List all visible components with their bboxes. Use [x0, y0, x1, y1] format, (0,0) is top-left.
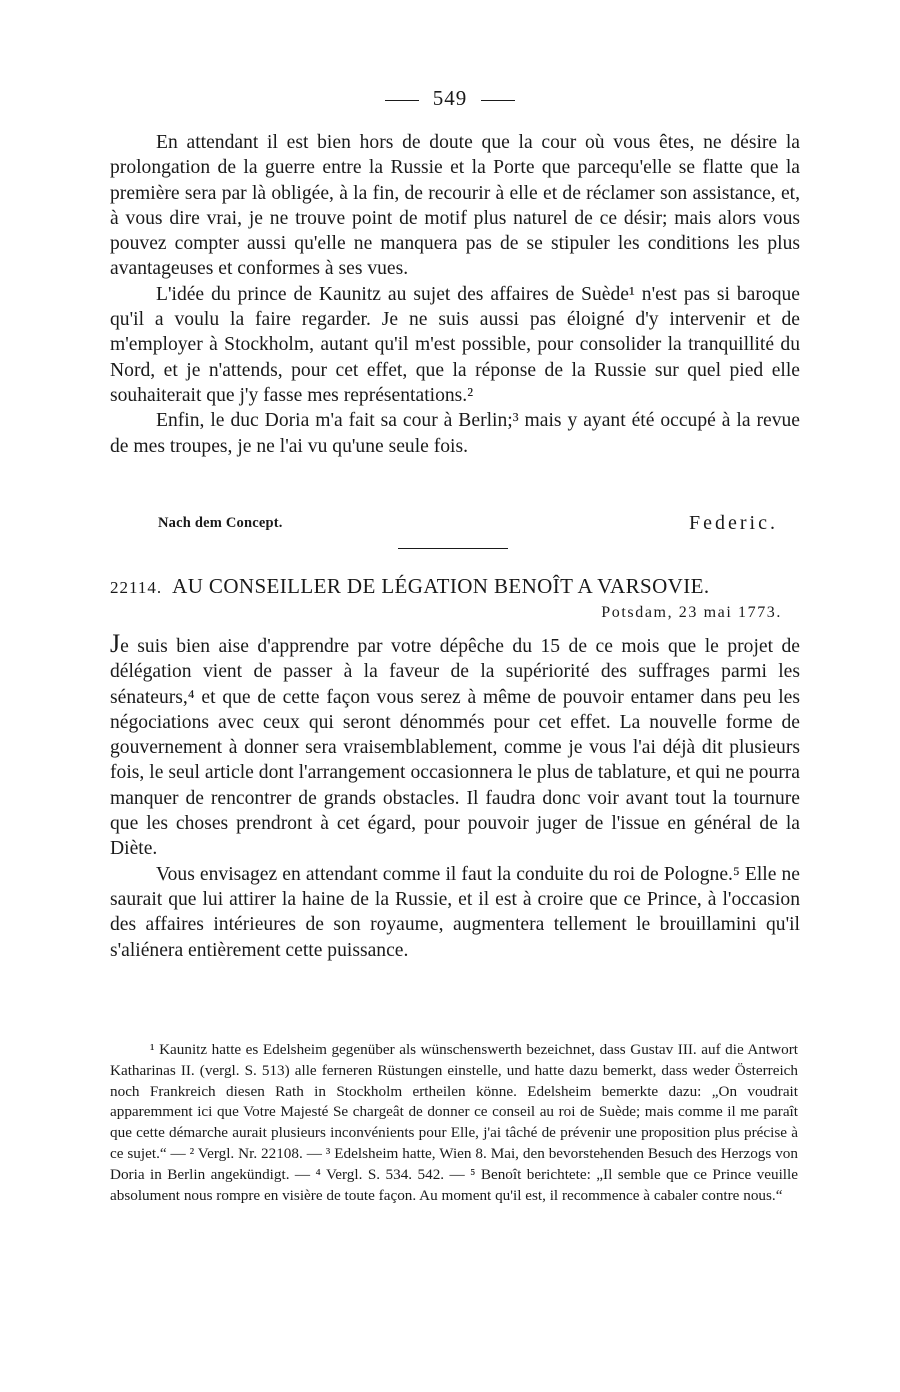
paragraph: Vous envisagez en attendant comme il faut la conduite du roi de Pologne.⁵ Elle ne saurait que lui attirer la haine de la Russie, et il est à croire que ce Prince, à l'occasion des affaires intérieures de son royaume, augmentera tellement le brouillamini qu'il s'aliénera entièrement cette puissance. [110, 863, 800, 961]
page-number [0, 86, 900, 111]
letter-body [110, 629, 800, 963]
letter-title: AU CONSEILLER DE LÉGATION BENOÎT A VARSOVIE. [172, 574, 710, 598]
page-number-text: 549 [432, 86, 468, 110]
signature: Federic. [689, 512, 778, 534]
previous-letter-body [110, 130, 800, 459]
paragraph: Enfin, le duc Doria m'a fait sa cour à Berlin;³ mais y ayant été occupé à la revue de mes troupes, je ne l'ai vu qu'une seule fois. [110, 410, 800, 457]
paragraph: En attendant il est bien hors de doute que la cour où vous êtes, ne désire la prolongation de la guerre entre la Russie et la Porte que parcequ'elle se flatte que la première sera par là obligée, à la fin, de recourir à elle et de réclamer son assistance, et, à vous dire vrai, je ne trouve point de motif plus naturel de ce désir; mais alors vous pouvez compter aussi qu'elle ne manquera pas de se stipuler les conditions les plus avantageuses et conformes à ses vues. [110, 132, 800, 280]
footnotes [110, 1040, 798, 1206]
paragraph-text: e suis bien aise d'apprendre par votre dépêche du 15 de ce mois que le projet de délégation vient de passer à la faveur de la supériorité des suffrages parmi les sénateurs,⁴ et que de cette façon vous serez à même de pouvoir entamer dans peu les négociations avec ceux qui seront dénommés pour cet effet. La nouvelle forme de gouvernement à donner sera vraisemblablement, comme je vous l'ai déjà dit plusieurs fois, le seul article dont l'arrangement occasionnera le plus de tablature, et qui ne pourra manquer de rencontrer de grands obstacles. Il faudra donc voir avant tout la tournure que les choses prendront à cet égard, pour pouvoir juger de l'issue en général de la Diète. [110, 636, 800, 860]
right-dash [481, 100, 515, 101]
footnotes-text: ¹ Kaunitz hatte es Edelsheim gegenüber als wünschenswerth bezeichnet, dass Gustav III. auf die Antwort Katharinas II. (vergl. S. 513) alle ferneren Rüstungen einstelle, und hatte dazu bemerkt, dass weder Österreich noch Frankreich diesen Rath in Stockholm ertheilen könne. Edelsheim bemerkte dazu: „On voudrait apparemment ici que Votre Majesté Se chargeât de donner ce conseil au roi de Suède; mais comme il me paraît que cette démarche aurait plusieurs inconvénients pour Elle, j'ai tâché de prévenir une proposition plus précise à ce sujet.“ — ² Vergl. Nr. 22108. — ³ Edelsheim hatte, Wien 8. Mai, den bevorstehenden Besuch des Herzogs von Doria in Berlin angekündigt. — ⁴ Vergl. S. 534. 542. — ⁵ Benoît berichtete: „Il semble que ce Prince veuille absolument nous rompre en visière de toute façon. Au moment qu'il est, il recommence à cabaler contre nous.“ [110, 1041, 798, 1204]
drop-cap: J [110, 629, 121, 658]
closing-row [158, 512, 778, 538]
letter-heading [110, 574, 810, 599]
letter-number: 22114. [110, 578, 163, 597]
section-divider [398, 548, 508, 549]
paragraph [110, 629, 800, 862]
source-note: Nach dem Concept. [158, 515, 283, 531]
left-dash [385, 100, 419, 101]
paragraph: L'idée du prince de Kaunitz au sujet des affaires de Suède¹ n'est pas si baroque qu'il a voulu la faire regarder. Je ne suis aussi pas éloigné d'y intervenir et de m'employer à Stockholm, autant qu'il m'est possible, pour consolider la tranquillité du Nord, et je n'attends, pour cet effet, que la réponse de la Russie sur quel pied elle souhaiterait que j'y fasse mes représentations.² [110, 283, 800, 406]
letter-dateline: Potsdam, 23 mai 1773. [601, 604, 782, 621]
